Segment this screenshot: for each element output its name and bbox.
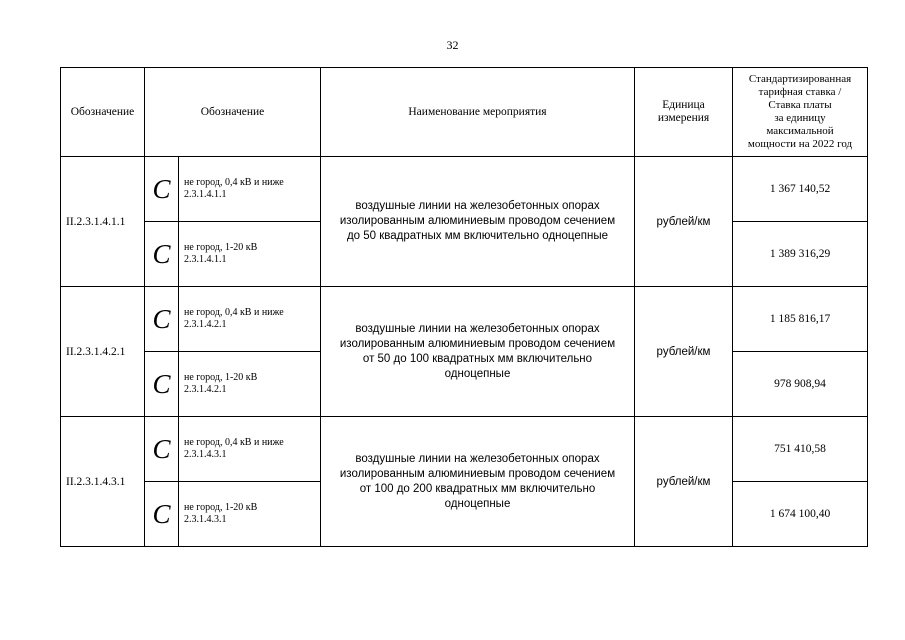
header-rate-line: максимальной xyxy=(766,125,834,137)
row-description-code: 2.3.1.4.3.1 xyxy=(184,514,227,525)
row-description-line: не город, 1-20 кВ xyxy=(184,502,258,513)
measure-line: от 100 до 200 квадратных мм включительно xyxy=(359,482,596,495)
rate-value: 978 908,94 xyxy=(733,352,868,417)
table-row xyxy=(61,417,868,482)
row-description xyxy=(179,222,321,287)
row-description-line: не город, 1-20 кВ xyxy=(184,242,258,253)
measure-line: одноцепные xyxy=(444,367,511,380)
header-rate xyxy=(733,68,868,157)
row-description xyxy=(179,157,321,222)
measure-name xyxy=(321,287,635,417)
measure-line: воздушные линии на железобетонных опорах xyxy=(355,452,600,465)
row-description-line: не город, 0,4 кВ и ниже xyxy=(184,177,284,188)
measure-line: изолированным алюминиевым проводом сечением xyxy=(339,467,616,480)
unit-of-measure: рублей/км xyxy=(635,287,733,417)
page-number: 32 xyxy=(446,38,459,52)
category-letter: С xyxy=(145,352,179,417)
row-code: II.2.3.1.4.1.1 xyxy=(61,157,145,287)
measure-name xyxy=(321,157,635,287)
row-description-code: 2.3.1.4.1.1 xyxy=(184,189,227,200)
header-unit-line: измерения xyxy=(657,112,710,124)
header-measure-name: Наименование мероприятия xyxy=(321,68,635,157)
measure-line: до 50 квадратных мм включительно одноцепные xyxy=(346,230,609,242)
tariff-table xyxy=(60,67,868,547)
header-designation: Обозначение xyxy=(61,68,145,157)
row-description xyxy=(179,287,321,352)
header-rate-line: Ставка платы xyxy=(768,99,832,111)
table-header-row xyxy=(61,68,868,157)
row-description-line: не город, 1-20 кВ xyxy=(184,372,258,383)
header-unit xyxy=(635,68,733,157)
row-description-code: 2.3.1.4.1.1 xyxy=(184,254,227,265)
row-description xyxy=(179,352,321,417)
unit-of-measure: рублей/км xyxy=(635,417,733,547)
header-rate-line: мощности на 2022 год xyxy=(747,138,853,150)
row-code: II.2.3.1.4.2.1 xyxy=(61,287,145,417)
header-rate-line: за единицу xyxy=(774,112,826,124)
row-description-code: 2.3.1.4.2.1 xyxy=(184,384,227,395)
row-description-line: не город, 0,4 кВ и ниже xyxy=(184,437,284,448)
header-designation-2: Обозначение xyxy=(145,68,321,157)
category-letter: С xyxy=(145,222,179,287)
measure-line: воздушные линии на железобетонных опорах xyxy=(355,322,600,335)
row-code: II.2.3.1.4.3.1 xyxy=(61,417,145,547)
category-letter: С xyxy=(145,482,179,547)
measure-line: воздушные линии на железобетонных опорах xyxy=(355,200,600,212)
table-row xyxy=(61,287,868,352)
rate-value: 1 389 316,29 xyxy=(733,222,868,287)
unit-of-measure: рублей/км xyxy=(635,157,733,287)
rate-value: 751 410,58 xyxy=(733,417,868,482)
row-description xyxy=(179,482,321,547)
row-description-code: 2.3.1.4.2.1 xyxy=(184,319,227,330)
measure-name xyxy=(321,417,635,547)
measure-line: изолированным алюминиевым проводом сечением xyxy=(339,215,616,227)
rate-value: 1 674 100,40 xyxy=(733,482,868,547)
measure-line: изолированным алюминиевым проводом сечением xyxy=(339,337,616,350)
measure-line: от 50 до 100 квадратных мм включительно xyxy=(362,352,593,365)
category-letter: С xyxy=(145,287,179,352)
rate-value: 1 367 140,52 xyxy=(733,157,868,222)
measure-line: одноцепные xyxy=(444,497,511,510)
header-rate-line: Стандартизированная xyxy=(748,73,852,85)
category-letter: С xyxy=(145,417,179,482)
header-rate-line: тарифная ставка / xyxy=(758,86,842,98)
rate-value: 1 185 816,17 xyxy=(733,287,868,352)
row-description-code: 2.3.1.4.3.1 xyxy=(184,449,227,460)
row-description xyxy=(179,417,321,482)
category-letter: С xyxy=(145,157,179,222)
header-unit-line: Единица xyxy=(662,99,705,111)
row-description-line: не город, 0,4 кВ и ниже xyxy=(184,307,284,318)
table-row xyxy=(61,157,868,222)
